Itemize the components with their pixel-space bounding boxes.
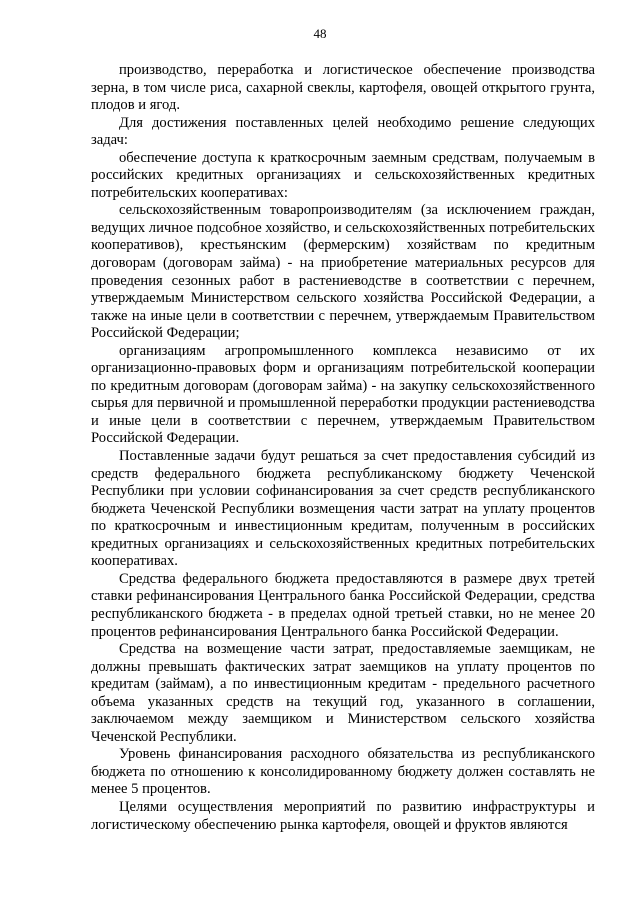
paragraph-cost-compensation: Средства на возмещение части затрат, предоставляемые заемщикам, не должны превышать фактических затрат заемщиков на уплату процентов по кредитам (займам), а по инвестиционным кредитам - предельного расчетного объема указанных средств на текущий год, указанного в соглашении, заключаемом между заемщиком и Министерством сельского хозяйства Чеченской Республики. bbox=[91, 641, 595, 745]
paragraph-production-list: производство, переработка и логистическое обеспечение производства зерна, в том числе риса, сахарной свеклы, картофеля, овощей открытого грунта, плодов и ягод. bbox=[91, 62, 595, 114]
paragraph-infrastructure-goals: Целями осуществления мероприятий по развитию инфраструктуры и логистическому обеспечению рынка картофеля, овощей и фруктов являются bbox=[91, 798, 595, 833]
paragraph-subsidies: Поставленные задачи будут решаться за счет предоставления субсидий из средств федерального бюджета республиканскому бюджету Чеченской Республики при условии софинансирования за счет средств республиканского бюджета Чеченской Республики возмещения части затрат на уплату процентов по краткосрочным и инвестиционным кредитам, полученным в российских кредитных организациях и сельскохозяйственных кредитных потребительских кооперативах. bbox=[91, 448, 595, 570]
paragraph-tasks-intro: Для достижения поставленных целей необходимо решение следующих задач: bbox=[91, 114, 595, 149]
page-number: 48 bbox=[313, 26, 327, 41]
paragraph-financing-level: Уровень финансирования расходного обязательства из республиканского бюджета по отношению к консолидированному бюджету должен составлять не менее 5 процентов. bbox=[91, 746, 595, 798]
paragraph-federal-budget-funds: Средства федерального бюджета предоставляются в размере двух третей ставки рефинансирования Центрального банка Российской Федерации, средства республиканского бюджета - в пределах одной третьей ставки, но не менее 20 процентов рефинансирования Центрального банка Российской Федерации. bbox=[91, 570, 595, 640]
paragraph-short-term-credit-access: обеспечение доступа к краткосрочным заемным средствам, получаемым в российских кредитных организациях и сельскохозяйственных кредитных потребительских кооперативах: bbox=[91, 149, 595, 201]
document-body bbox=[91, 62, 595, 834]
paragraph-agro-industrial-organizations: организациям агропромышленного комплекса независимо от их организационно-правовых форм и организациям потребительской кооперации по кредитным договорам (договорам займа) - на закупку сельскохозяйственного сырья для первичной и промышленной переработки продукции растениеводства и иные цели в соответствии с перечнем, утверждаемым Правительством Российской Федерации. bbox=[91, 342, 595, 447]
paragraph-agricultural-producers: сельскохозяйственным товаропроизводителям (за исключением граждан, ведущих личное подсобное хозяйство, и сельскохозяйственных потребительских кооперативов), крестьянским (фермерским) хозяйствам по кредитным договорам (договорам займа) - на приобретение материальных ресурсов для проведения сезонных работ в растениеводстве в соответствии с перечнем, утверждаемым Министерством сельского хозяйства Российской Федерации, а также на иные цели в соответствии с перечнем, утверждаемым Правительством Российской Федерации; bbox=[91, 202, 596, 342]
